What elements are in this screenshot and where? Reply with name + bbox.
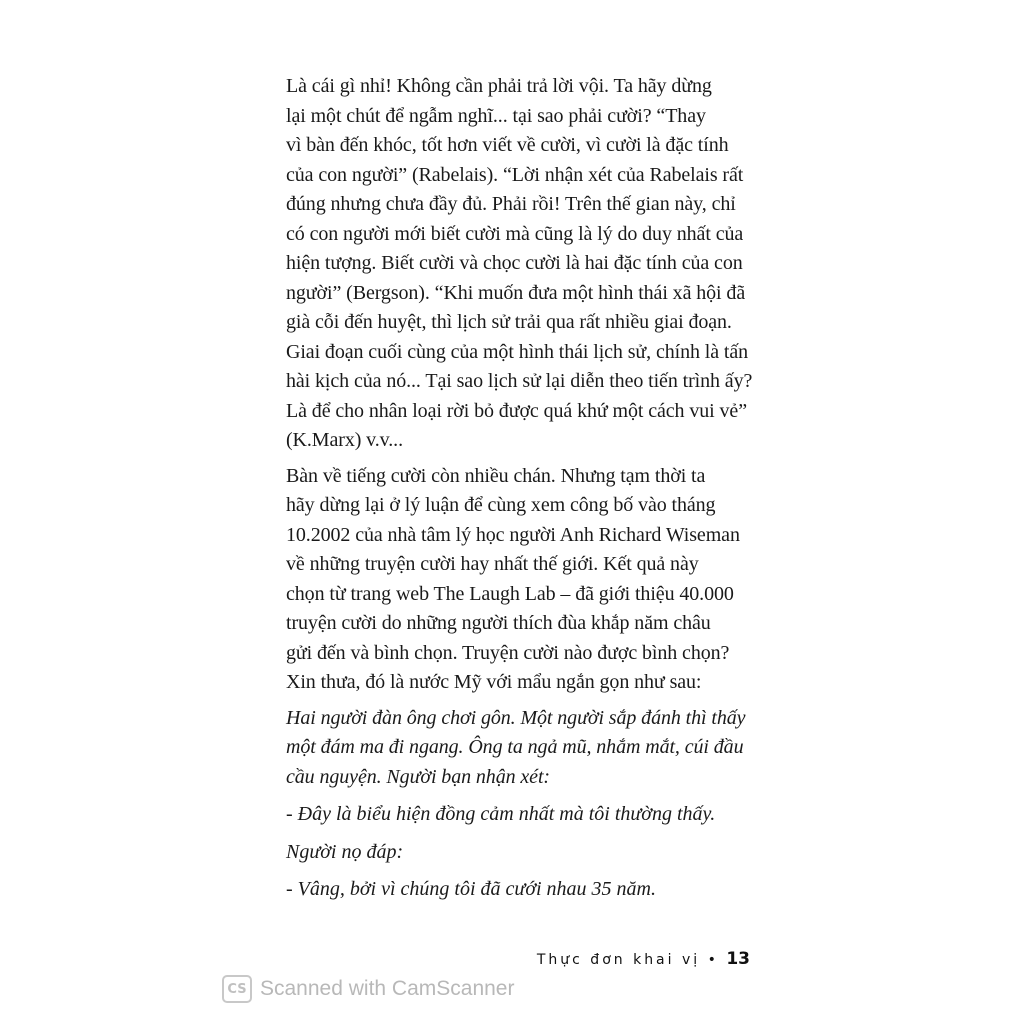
text-line: hiện tượng. Biết cười và chọc cười là hai đặc tính của con <box>286 252 743 274</box>
text-line: 10.2002 của nhà tâm lý học người Anh Richard Wiseman <box>286 523 740 546</box>
paragraph-1 <box>256 72 756 456</box>
text-line: cầu nguyện. Người bạn nhận xét: <box>286 765 550 788</box>
camscanner-logo-icon: CS <box>222 975 252 1003</box>
text-line: người” (Bergson). “Khi muốn đưa một hình thái xã hội đã <box>286 281 746 304</box>
dialog-block <box>256 800 756 905</box>
watermark-text: Scanned with CamScanner <box>260 977 515 1000</box>
text-line: Là để cho nhân loại rời bỏ được quá khứ một cách vui vẻ” <box>286 399 747 422</box>
text-line: truyện cười do những người thích đùa khắp năm châu <box>286 612 711 634</box>
page-number: 13 <box>726 949 750 969</box>
text-line: Giai đoạn cuối cùng của một hình thái lịch sử, chính là tấn <box>286 340 749 363</box>
text-line: già cỗi đến huyệt, thì lịch sử trải qua rất nhiều giai đoạn. <box>286 311 732 333</box>
text-line: một đám ma đi ngang. Ông ta ngả mũ, nhắm mắt, cúi đầu <box>286 736 744 758</box>
footer-title: Thực đơn khai vị <box>536 952 701 968</box>
text-line: chọn từ trang web The Laugh Lab – đã giới thiệu 40.000 <box>286 582 734 605</box>
text-line: Bàn về tiếng cười còn nhiều chán. Nhưng tạm thời ta <box>286 464 706 487</box>
story-paragraph <box>256 704 756 793</box>
text-line: Xin thưa, đó là nước Mỹ với mẩu ngắn gọn như sau: <box>286 671 702 693</box>
text-line: vì bàn đến khóc, tốt hơn viết về cười, vì cười là đặc tính <box>286 134 729 156</box>
dialog-line: Người nọ đáp: <box>286 840 404 863</box>
text-line: về những truyện cười hay nhất thế giới. Kết quả này <box>286 553 699 575</box>
page-footer <box>500 949 750 969</box>
book-page <box>256 72 756 905</box>
text-line: đúng nhưng chưa đầy đủ. Phải rồi! Trên thế gian này, chỉ <box>286 193 736 215</box>
text-line: có con người mới biết cười mà cũng là lý do duy nhất của <box>286 222 744 245</box>
dialog-line: - Đây là biểu hiện đồng cảm nhất mà tôi thường thấy. <box>286 803 716 825</box>
text-line: gửi đến và bình chọn. Truyện cười nào được bình chọn? <box>286 641 730 664</box>
paragraph-2 <box>256 462 756 698</box>
dialog-line: - Vâng, bởi vì chúng tôi đã cưới nhau 35 năm. <box>286 878 656 900</box>
text-line: hãy dừng lại ở lý luận để cùng xem công bố vào tháng <box>286 494 716 516</box>
camscanner-watermark <box>222 975 514 1003</box>
footer-bullet: • <box>707 952 719 968</box>
text-line: Hai người đàn ông chơi gôn. Một người sắp đánh thì thấy <box>286 706 746 729</box>
text-line: hài kịch của nó... Tại sao lịch sử lại diễn theo tiến trình ấy? <box>286 370 753 392</box>
text-line: của con người” (Rabelais). “Lời nhận xét của Rabelais rất <box>286 163 744 186</box>
text-line: lại một chút để ngẫm nghĩ... tại sao phải cười? “Thay <box>286 104 706 127</box>
text-line: Là cái gì nhỉ! Không cần phải trả lời vội. Ta hãy dừng <box>286 75 712 97</box>
text-line: (K.Marx) v.v... <box>286 429 403 451</box>
